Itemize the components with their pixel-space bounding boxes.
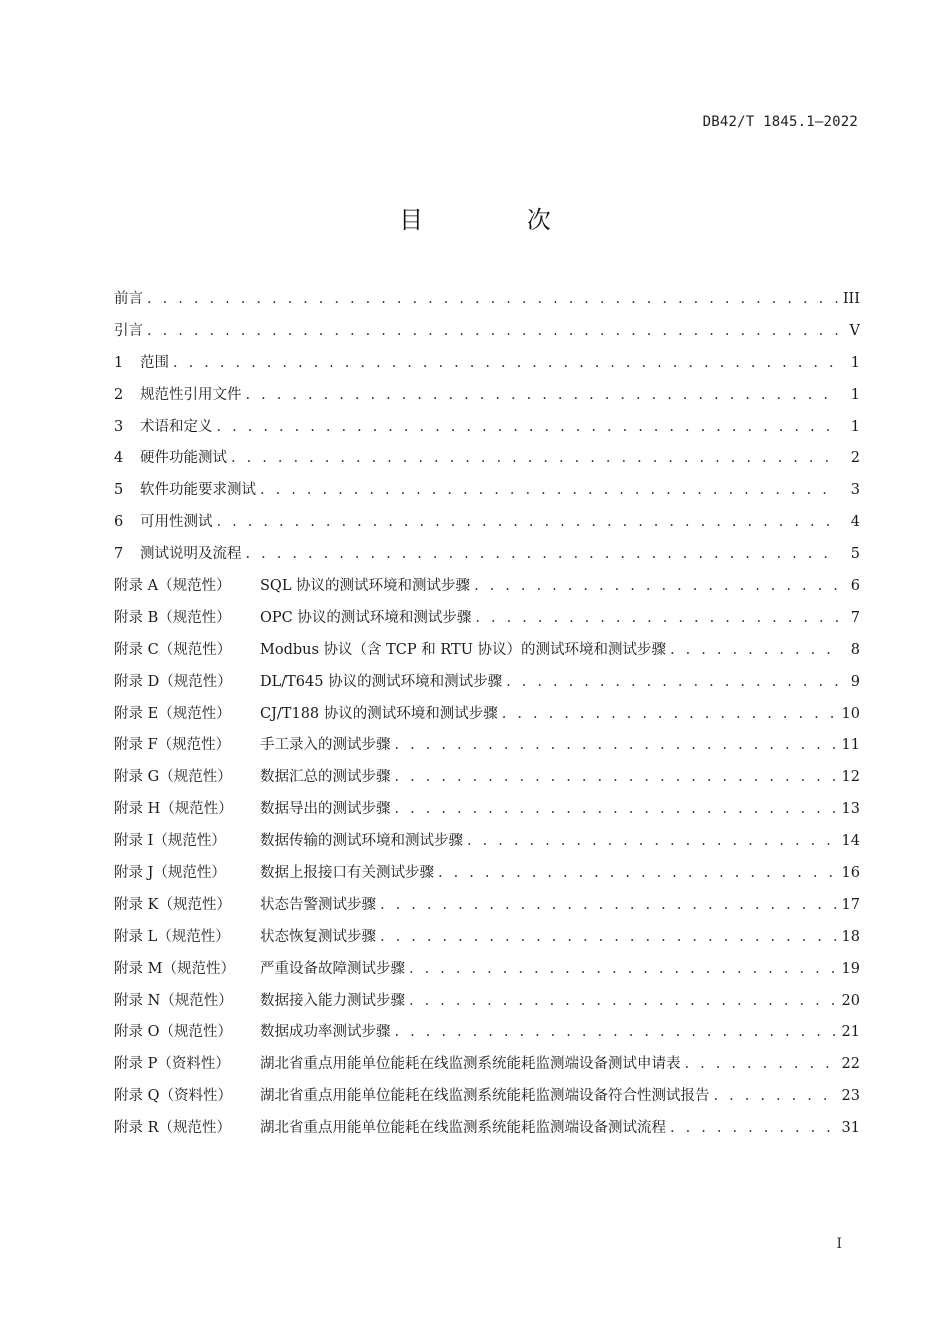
toc-entry-label: 数据接入能力测试步骤 — [260, 992, 405, 1009]
dot-leader — [714, 1081, 838, 1113]
appendix-prefix: 附录 B（规范性） — [114, 609, 231, 626]
toc-entry-page: 1 — [850, 418, 860, 435]
toc-entry-label: 湖北省重点用能单位能耗在线监测系统能耗监测端设备符合性测试报告 — [260, 1088, 710, 1105]
toc-entry-label: 范围 — [140, 354, 169, 371]
toc-entry-page: 17 — [841, 896, 860, 913]
toc-entry-appendix-m[interactable] — [114, 954, 860, 986]
dot-leader — [670, 1113, 838, 1145]
toc-entry-appendix-c[interactable] — [114, 635, 860, 667]
toc-entry-introduction[interactable] — [114, 316, 860, 348]
appendix-prefix: 附录 K（规范性） — [114, 896, 231, 913]
toc-entry-appendix-h[interactable] — [114, 794, 860, 826]
toc-entry-page: 10 — [841, 705, 860, 722]
toc-entry-label: 软件功能要求测试 — [140, 482, 256, 499]
appendix-prefix: 附录 C（规范性） — [114, 641, 232, 658]
toc-entry-chapter-5[interactable] — [114, 475, 860, 507]
toc-entry-chapter-6[interactable] — [114, 507, 860, 539]
appendix-prefix: 附录 G（规范性） — [114, 769, 232, 786]
toc-entry-page: 11 — [841, 737, 860, 754]
toc-entry-chapter-3[interactable] — [114, 412, 860, 444]
toc-entry-number: 1 — [114, 354, 124, 371]
dot-leader — [260, 475, 838, 507]
dot-leader — [395, 1017, 838, 1049]
toc-entry-page: 9 — [850, 673, 860, 690]
toc-entry-page: 1 — [850, 354, 860, 371]
toc-entry-page: 23 — [841, 1088, 860, 1105]
appendix-prefix: 附录 H（规范性） — [114, 801, 233, 818]
toc-entry-page: 14 — [841, 833, 860, 850]
toc-entry-label: CJ/T188 协议的测试环境和测试步骤 — [260, 705, 498, 722]
dot-leader — [474, 571, 838, 603]
toc-entry-label: 湖北省重点用能单位能耗在线监测系统能耗监测端设备测试流程 — [260, 1120, 666, 1137]
appendix-prefix: 附录 I（规范性） — [114, 833, 226, 850]
dot-leader — [147, 284, 838, 316]
dot-leader — [438, 858, 838, 890]
toc-entry-page: 5 — [850, 546, 860, 563]
toc-entry-chapter-1[interactable] — [114, 348, 860, 380]
toc-entry-number: 3 — [114, 418, 124, 435]
toc-entry-page: 6 — [850, 578, 860, 595]
appendix-prefix: 附录 P（资料性） — [114, 1056, 230, 1073]
toc-entry-label: 硬件功能测试 — [140, 450, 227, 467]
toc-entry-appendix-d[interactable] — [114, 667, 860, 699]
toc-entry-page: 12 — [841, 769, 860, 786]
toc-entry-number: 5 — [114, 482, 124, 499]
toc-entry-page: 2 — [850, 450, 860, 467]
appendix-prefix: 附录 D（规范性） — [114, 673, 232, 690]
toc-entry-label: OPC 协议的测试环境和测试步骤 — [260, 609, 472, 626]
toc-entry-appendix-f[interactable] — [114, 730, 860, 762]
dot-leader — [217, 412, 839, 444]
toc-entry-appendix-p[interactable] — [114, 1049, 860, 1081]
appendix-prefix: 附录 M（规范性） — [114, 960, 235, 977]
toc-entry-label: 测试说明及流程 — [140, 546, 242, 563]
toc-entry-page: 21 — [841, 1024, 860, 1041]
toc-entry-label: 数据汇总的测试步骤 — [260, 769, 391, 786]
toc-entry-foreword[interactable] — [114, 284, 860, 316]
toc-entry-number: 6 — [114, 514, 124, 531]
dot-leader — [380, 922, 838, 954]
appendix-prefix: 附录 A（规范性） — [114, 578, 231, 595]
dot-leader — [475, 603, 838, 635]
toc-entry-appendix-o[interactable] — [114, 1017, 860, 1049]
toc-entry-label: 引言 — [114, 322, 143, 339]
toc-entry-chapter-2[interactable] — [114, 380, 860, 412]
dot-leader — [380, 890, 838, 922]
appendix-prefix: 附录 N（规范性） — [114, 992, 233, 1009]
toc-entry-appendix-l[interactable] — [114, 922, 860, 954]
toc-entry-label: 湖北省重点用能单位能耗在线监测系统能耗监测端设备测试申请表 — [260, 1056, 681, 1073]
toc-entry-appendix-j[interactable] — [114, 858, 860, 890]
toc-entry-page: 16 — [841, 865, 860, 882]
dot-leader — [395, 762, 838, 794]
toc-entry-appendix-b[interactable] — [114, 603, 860, 635]
toc-entry-page: 20 — [841, 992, 860, 1009]
toc-entry-label: 状态告警测试步骤 — [260, 896, 376, 913]
appendix-prefix: 附录 R（规范性） — [114, 1120, 232, 1137]
dot-leader — [395, 794, 838, 826]
dot-leader — [147, 316, 838, 348]
page-title: 目 次 — [399, 206, 599, 234]
dot-leader — [467, 826, 838, 858]
toc-entry-label: 手工录入的测试步骤 — [260, 737, 391, 754]
toc-entry-label: 前言 — [114, 291, 143, 307]
toc-entry-page: 31 — [841, 1120, 860, 1137]
dot-leader — [231, 443, 838, 475]
document-code: DB42/T 1845.1—2022 — [702, 114, 858, 130]
toc-entry-label: Modbus 协议（含 TCP 和 RTU 协议）的测试环境和测试步骤 — [260, 641, 667, 658]
toc-entry-appendix-a[interactable] — [114, 571, 860, 603]
toc-entry-label: 状态恢复测试步骤 — [260, 928, 376, 945]
dot-leader — [395, 730, 838, 762]
toc-entry-label: 数据传输的测试环境和测试步骤 — [260, 833, 463, 850]
toc-entry-chapter-4[interactable] — [114, 443, 860, 475]
dot-leader — [173, 348, 838, 380]
dot-leader — [409, 986, 838, 1018]
toc-entry-label: SQL 协议的测试环境和测试步骤 — [260, 578, 471, 595]
toc-entry-appendix-k[interactable] — [114, 890, 860, 922]
dot-leader — [246, 539, 839, 571]
appendix-prefix: 附录 L（规范性） — [114, 928, 230, 945]
toc-entry-label: DL/T645 协议的测试环境和测试步骤 — [260, 673, 503, 690]
dot-leader — [670, 635, 838, 667]
toc-entry-label: 严重设备故障测试步骤 — [260, 960, 405, 977]
toc-entry-appendix-r[interactable] — [114, 1113, 860, 1145]
dot-leader — [246, 380, 839, 412]
toc-entry-page: 22 — [841, 1056, 860, 1073]
dot-leader — [217, 507, 839, 539]
toc-entry-chapter-7[interactable] — [114, 539, 860, 571]
dot-leader — [506, 667, 838, 699]
toc-entry-page: 3 — [850, 482, 860, 499]
appendix-prefix: 附录 Q（资料性） — [114, 1088, 232, 1105]
toc-entry-page: 7 — [850, 609, 860, 626]
toc-entry-page: 4 — [850, 514, 860, 531]
table-of-contents — [114, 284, 860, 1145]
appendix-prefix: 附录 E（规范性） — [114, 705, 231, 722]
toc-entry-number: 2 — [114, 386, 124, 403]
dot-leader — [502, 699, 838, 731]
toc-entry-label: 数据上报接口有关测试步骤 — [260, 865, 434, 882]
appendix-prefix: 附录 F（规范性） — [114, 737, 231, 754]
toc-entry-page: 19 — [841, 960, 860, 977]
toc-entry-appendix-e[interactable] — [114, 699, 860, 731]
toc-entry-label: 数据成功率测试步骤 — [260, 1024, 391, 1041]
page-number: I — [836, 1236, 842, 1252]
toc-entry-label: 规范性引用文件 — [140, 386, 242, 403]
toc-entry-page: III — [842, 291, 860, 307]
toc-entry-label: 数据导出的测试步骤 — [260, 801, 391, 818]
dot-leader — [409, 954, 838, 986]
dot-leader — [685, 1049, 838, 1081]
toc-entry-appendix-q[interactable] — [114, 1081, 860, 1113]
toc-entry-appendix-g[interactable] — [114, 762, 860, 794]
toc-entry-page: 18 — [841, 928, 860, 945]
toc-entry-appendix-n[interactable] — [114, 986, 860, 1018]
toc-entry-page: 13 — [841, 801, 860, 818]
toc-entry-page: V — [849, 322, 860, 339]
toc-entry-label: 可用性测试 — [140, 514, 213, 531]
toc-entry-appendix-i[interactable] — [114, 826, 860, 858]
appendix-prefix: 附录 O（规范性） — [114, 1024, 232, 1041]
toc-entry-number: 4 — [114, 450, 124, 467]
appendix-prefix: 附录 J（规范性） — [114, 865, 226, 882]
toc-entry-number: 7 — [114, 546, 124, 563]
toc-entry-page: 8 — [850, 641, 860, 658]
toc-entry-page: 1 — [850, 386, 860, 403]
toc-entry-label: 术语和定义 — [140, 418, 213, 435]
